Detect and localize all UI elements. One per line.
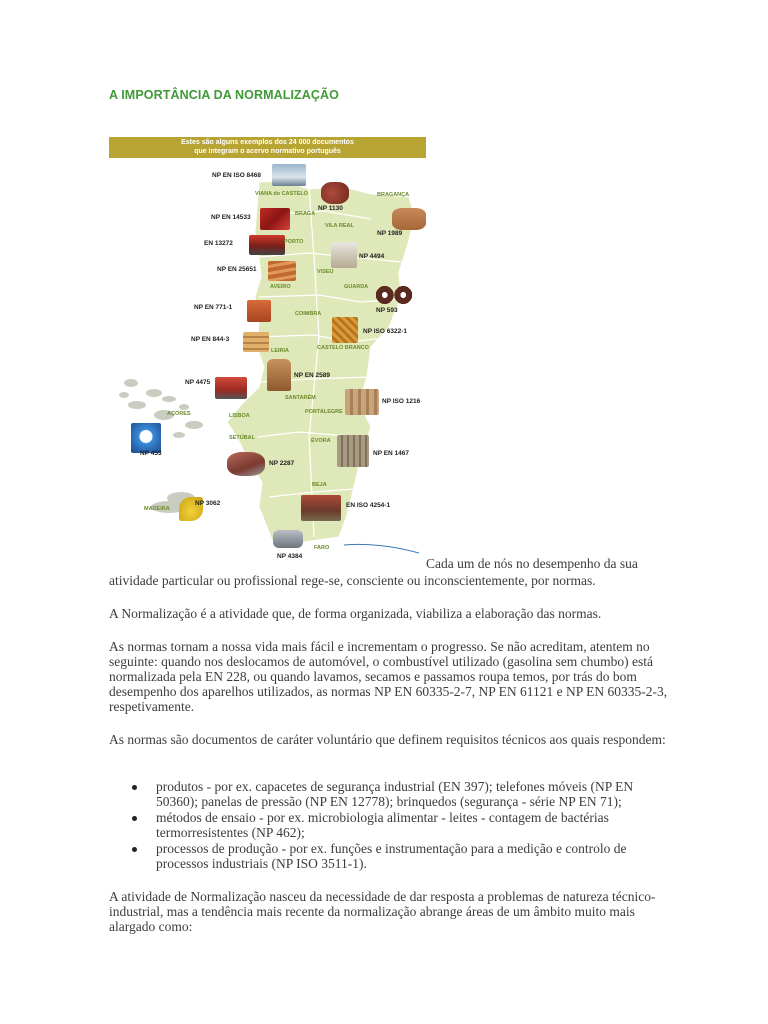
sardines-image [273,530,303,548]
bullet-list [109,779,669,872]
city-label: COIMBRA [295,311,322,317]
house-image [331,242,357,268]
list-item: processos de produção - por ex. funções e instrumentação para a medição e controlo de processos industriais (NP ISO 3511-1). [109,841,669,871]
code-label: NP ISO 6322-1 [363,328,407,335]
fish-image [227,452,265,476]
map-header-line-1: Estes são alguns exemplos dos 24 000 documentos [181,139,354,146]
paragraph-3: As normas tornam a nossa vida mais fácil e incrementam o progresso. Se não acreditam, atentem no seguinte: quando nos deslocamos de automóvel, o combustível utilizado (gasolina sem chumbo) está normalizada pela EN 228, ou quando lavamos, secamos e passamos roupa temos, por trás do bom desempenho dos aparelhos utilizados, as normas NP EN 60335-2-7, NP EN 61121 e NP EN 60335-2-3, respetivamente. [109,639,668,714]
code-label: NP 4475 [185,379,211,386]
city-label: CASTELO BRANCO [317,345,369,351]
paragraph-1-continuation: atividade particular ou profissional rege-se, consciente ou inconscientemente, por normas. [109,573,596,588]
code-label: NP ISO 1216 [382,398,421,405]
map-header [109,137,426,158]
tire-image [373,285,415,305]
city-label: AVEIRO [270,284,291,290]
ship-image [272,164,306,186]
code-label: NP 453 [140,450,162,457]
metro-image [215,377,247,399]
city-label: AÇORES [167,411,191,417]
code-label: EN ISO 4254-1 [346,502,391,509]
city-label: FARO [314,545,330,551]
code-label: NP 4494 [359,253,385,260]
cork-image [332,317,358,343]
city-label: BRAGA [295,211,316,217]
code-label: NP EN 25651 [217,266,257,273]
city-label: SANTARÉM [285,395,316,401]
train-image [249,235,285,255]
code-label: EN 13272 [204,240,233,247]
city-label: BRAGANÇA [377,192,410,198]
ham-image [321,182,349,204]
code-label: NP 3062 [195,500,221,507]
city-label: VISEU [317,269,334,275]
fabric-image [260,208,290,230]
paragraph-2: A Normalização é a atividade que, de forma organizada, viabiliza a elaboração das normas. [109,606,602,621]
city-label: PORTO [284,239,304,245]
city-label: LEIRIA [271,348,290,354]
tractor-image [301,495,341,521]
city-label: VILA REAL [325,223,354,229]
map-header-line-2: que integram o acervo normativo português [194,147,341,155]
planks-image [243,332,269,352]
code-label: NP EN ISO 8468 [212,172,262,179]
city-label: LISBOA [229,413,250,419]
code-label: NP EN 844-3 [191,336,230,343]
city-label: BEJA [312,482,327,488]
cow-image [392,208,426,230]
paragraph-4: As normas são documentos de caráter voluntário que definem requisitos técnicos aos quais respondem: [109,732,666,747]
code-label: NP 2287 [269,460,295,467]
code-label: NP EN 771-1 [194,304,233,311]
list-item: produtos - por ex. capacetes de segurança industrial (EN 397); telefones móveis (NP EN 50360); panelas de pressão (NP EN 12778); brinquedos (segurança - série NP EN 71); [109,779,669,809]
code-label: NP 1989 [377,230,403,237]
wood-image [268,261,296,281]
code-label: NP EN 2589 [294,372,331,379]
city-label: ÉVORA [311,438,331,444]
jacket-image [267,359,291,391]
page-title: A IMPORTÂNCIA DA NORMALIZAÇÃO [109,88,339,102]
milk-image [131,423,161,453]
code-label: NP 4384 [277,553,303,560]
code-label: NP EN 14533 [211,214,251,221]
portugal-standards-map [109,137,426,571]
paragraph-5: A atividade de Normalização nasceu da necessidade de dar resposta a problemas de natureza técnico-industrial, mas a tendência mais recente da normalização abrange áreas de um âmbito muito mais alargado como: [109,889,656,934]
code-label: NP 1130 [318,205,343,212]
city-label: MADEIRA [144,506,170,512]
list-item: métodos de ensaio - por ex. microbiologia alimentar - leites - contagem de bactérias termorresistentes (NP 462); [109,810,669,840]
city-label: GUARDA [344,284,369,290]
bricks-image [247,300,271,322]
city-label: PORTALEGRE [305,409,343,415]
city-label: SETÚBAL [229,435,255,441]
code-label: NP EN 1467 [373,450,410,457]
roof-tiles-image [337,435,369,467]
paragraph-1-start: Cada um de nós no desempenho da sua [426,556,638,571]
code-label: NP 593 [376,307,398,314]
city-label: VIANA do CASTELO [255,191,308,197]
stone-image [345,389,379,415]
